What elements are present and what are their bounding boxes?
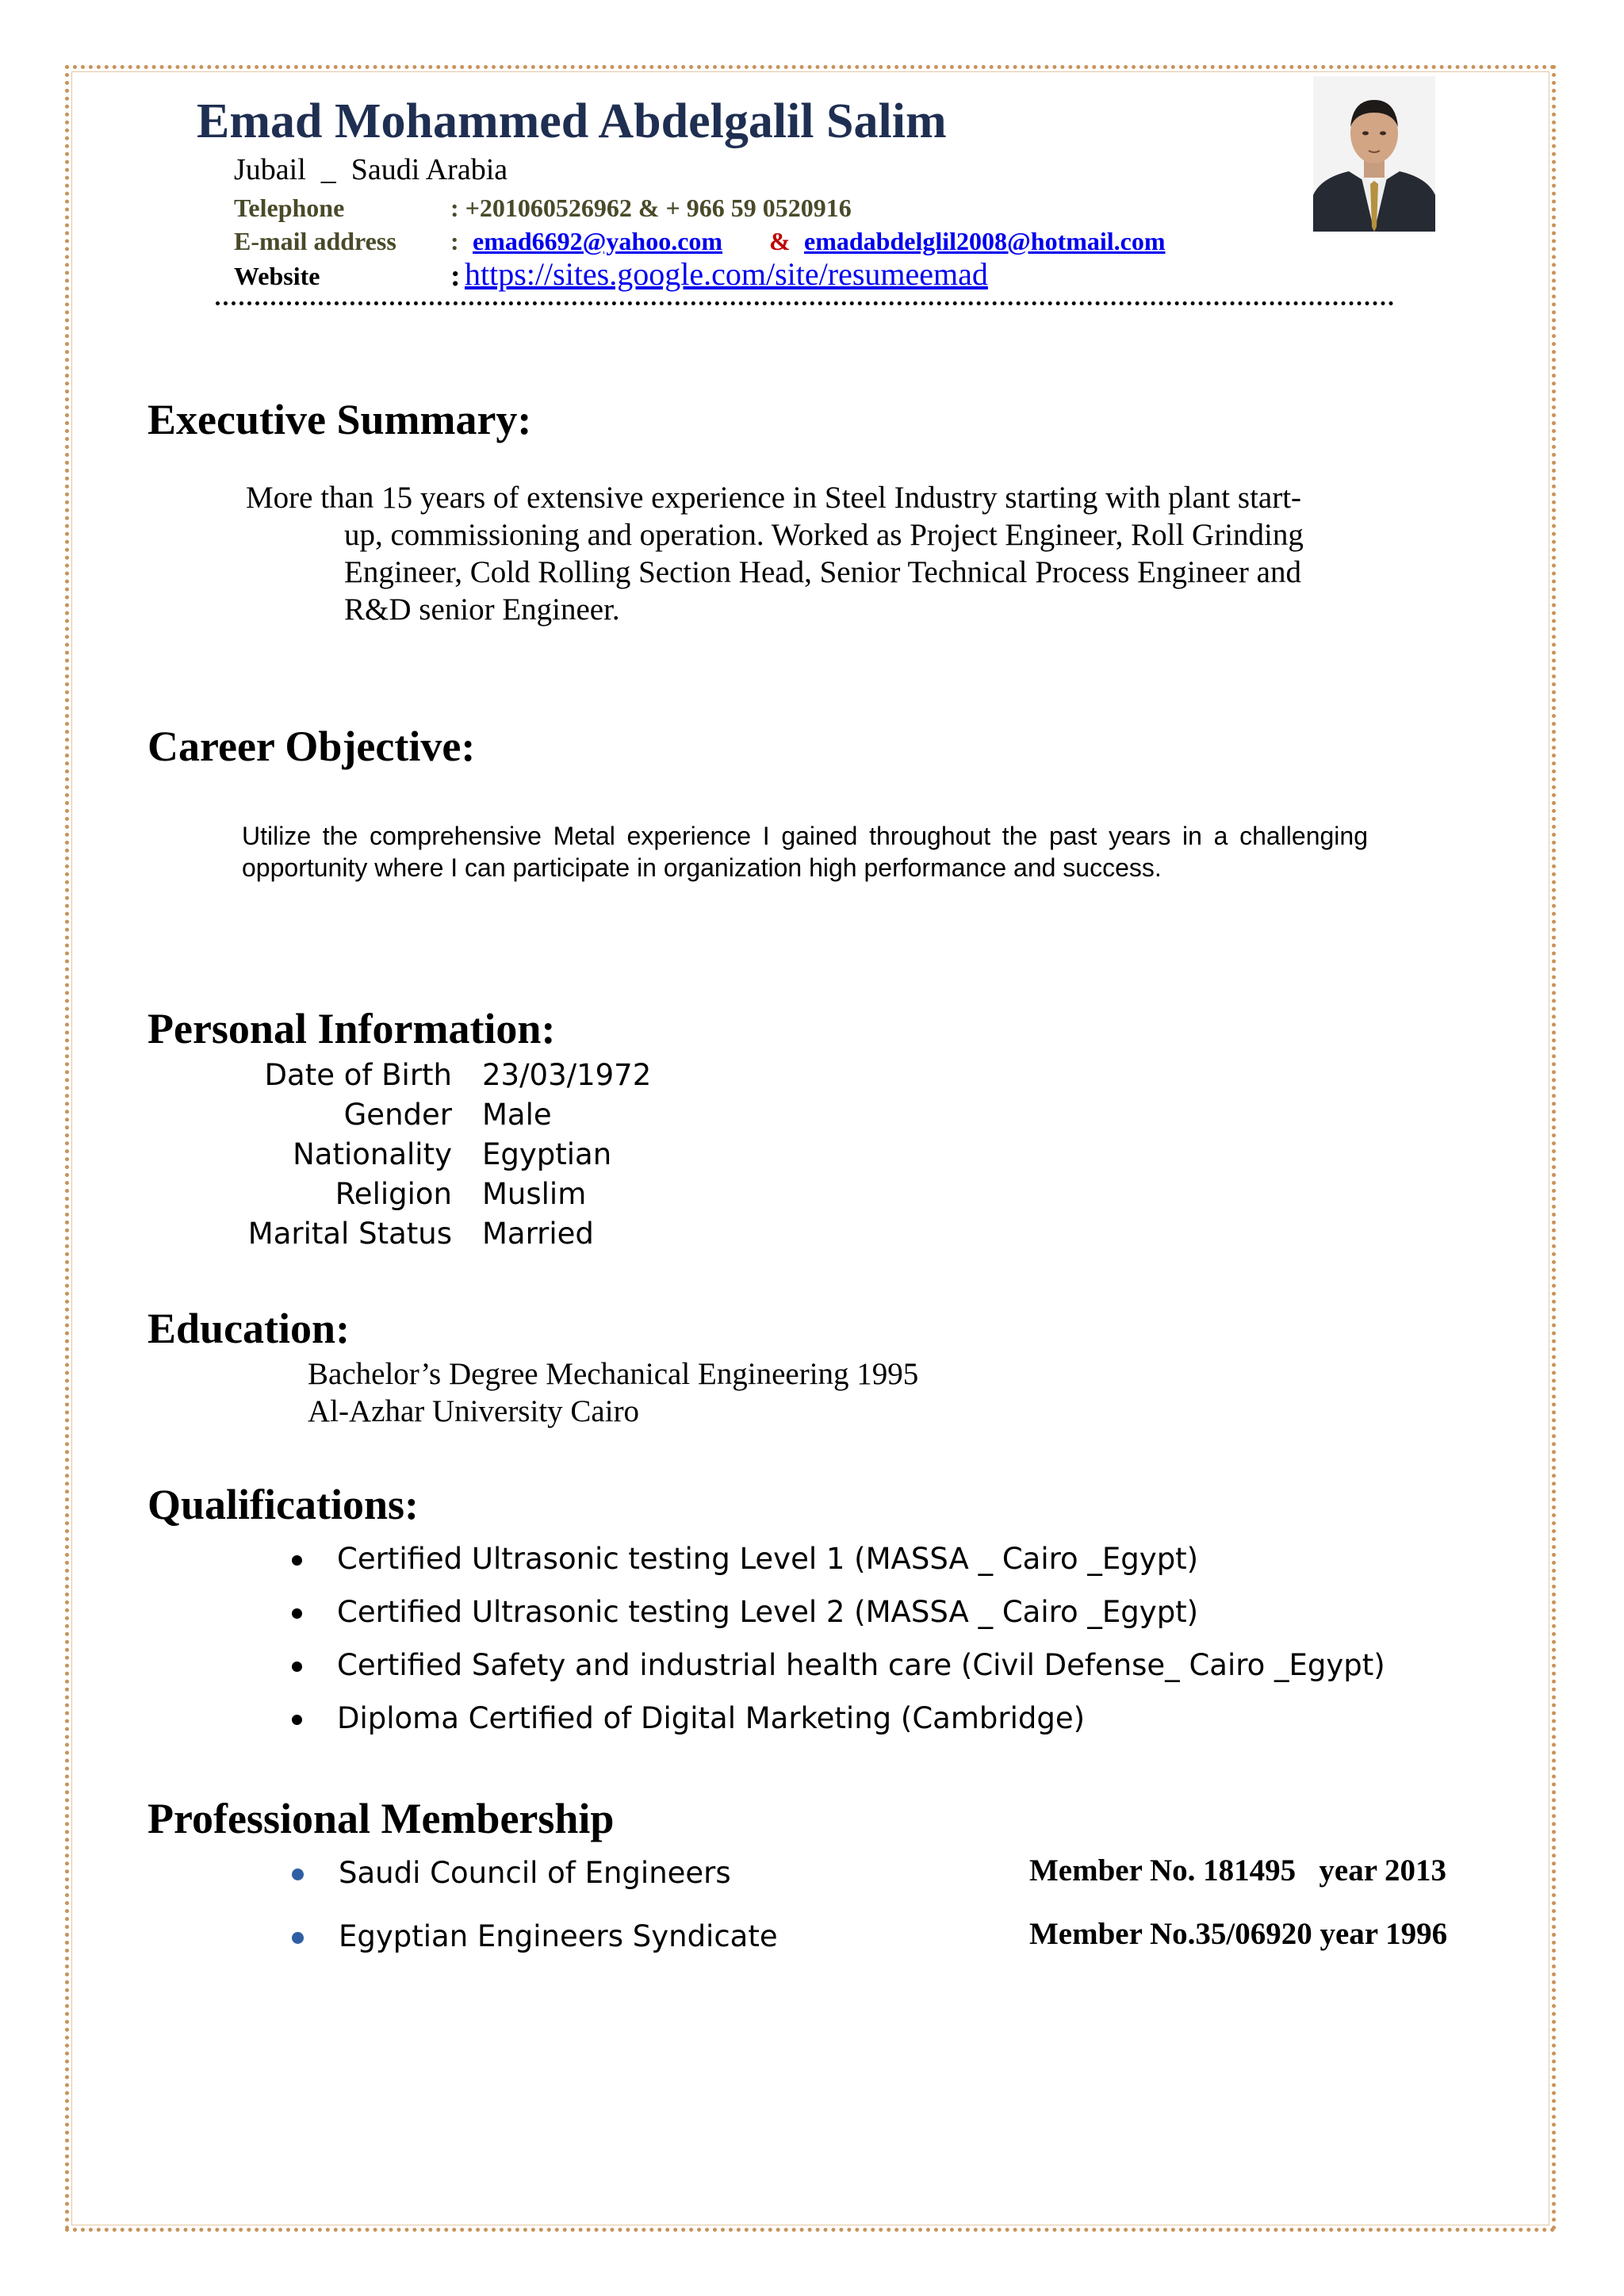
website-colon: : <box>450 259 461 293</box>
career-objective-text: Utilize the comprehensive Metal experience I gained throughout the past years in a challenging opportunity where I can participate in organization high performance and success. <box>242 822 1368 882</box>
website-label: Website <box>234 262 320 290</box>
email-link-yahoo[interactable]: emad6692@yahoo.com <box>473 227 723 255</box>
bullet-icon <box>292 1555 302 1566</box>
header-divider <box>216 301 1394 305</box>
bullet-icon <box>292 1662 302 1672</box>
candidate-name: Emad Mohammed Abdelgalil Salim <box>197 94 947 148</box>
education-heading: Education: <box>147 1305 350 1352</box>
marital-status-label: Marital Status <box>247 1217 452 1251</box>
membership-org: Saudi Council of Engineers <box>339 1856 731 1890</box>
qualification-text: Certified Ultrasonic testing Level 2 (MASSA _ Cairo _Egypt) <box>337 1595 1199 1629</box>
education-university: Al-Azhar University Cairo <box>308 1394 640 1428</box>
gender-label: Gender <box>343 1098 452 1132</box>
education-degree: Bachelor’s Degree Mechanical Engineering 1995 <box>308 1357 919 1391</box>
executive-summary-text: More than 15 years of extensive experience in Steel Industry starting with plant start-up, commissioning and operation. Worked as Project Engineer, Roll Grinding Engineer, Cold Rolling Section Head, Senior Technical Process Engineer and R&D senior Engineer. <box>246 481 1304 627</box>
website-link[interactable]: https://sites.google.com/site/resumeemad <box>465 256 988 292</box>
qualification-item <box>292 1595 1198 1629</box>
personal-information-heading: Personal Information: <box>147 1005 556 1052</box>
membership-number: Member No.35/06920 year 1996 <box>1029 1917 1448 1951</box>
religion-label: Religion <box>335 1177 452 1211</box>
email-separator: & <box>769 227 791 255</box>
membership-item <box>292 1853 1447 1890</box>
qualification-text: Diploma Certified of Digital Marketing (Cambridge) <box>337 1701 1086 1735</box>
career-objective-heading: Career Objective: <box>147 723 476 770</box>
professional-membership-heading: Professional Membership <box>147 1795 615 1842</box>
nationality-value: Egyptian <box>482 1137 612 1171</box>
bullet-icon <box>292 1932 304 1944</box>
email-colon: : <box>450 227 459 255</box>
nationality-label: Nationality <box>293 1137 452 1171</box>
email-label: E-mail address <box>234 227 396 255</box>
religion-value: Muslim <box>482 1177 587 1211</box>
dob-label: Date of Birth <box>264 1058 452 1092</box>
qualification-item <box>292 1542 1198 1576</box>
qualification-item <box>292 1701 1085 1735</box>
executive-summary-heading: Executive Summary: <box>147 396 532 443</box>
bullet-icon <box>292 1869 304 1880</box>
qualifications-heading: Qualifications: <box>147 1481 419 1528</box>
dob-value: 23/03/1972 <box>482 1058 652 1092</box>
executive-summary-text-block <box>246 479 1324 628</box>
qualification-text: Certified Ultrasonic testing Level 1 (MASSA _ Cairo _Egypt) <box>337 1542 1199 1576</box>
bullet-icon <box>292 1608 302 1619</box>
email-link-hotmail[interactable]: emadabdelglil2008@hotmail.com <box>804 227 1166 255</box>
qualification-text: Certified Safety and industrial health care (Civil Defense_ Cairo _Egypt) <box>337 1648 1385 1682</box>
candidate-location: Jubail _ Saudi Arabia <box>234 153 508 186</box>
telephone-value: : +201060526962 & + 966 59 0520916 <box>450 194 852 222</box>
membership-number: Member No. 181495 year 2013 <box>1029 1853 1447 1888</box>
telephone-label: Telephone <box>234 194 345 222</box>
marital-status-value: Married <box>482 1217 594 1251</box>
membership-item <box>292 1917 1448 1953</box>
portrait-photo <box>1313 76 1435 232</box>
membership-org: Egyptian Engineers Syndicate <box>339 1919 778 1953</box>
bullet-icon <box>292 1715 302 1725</box>
gender-value: Male <box>482 1098 552 1132</box>
qualification-item <box>292 1648 1385 1682</box>
